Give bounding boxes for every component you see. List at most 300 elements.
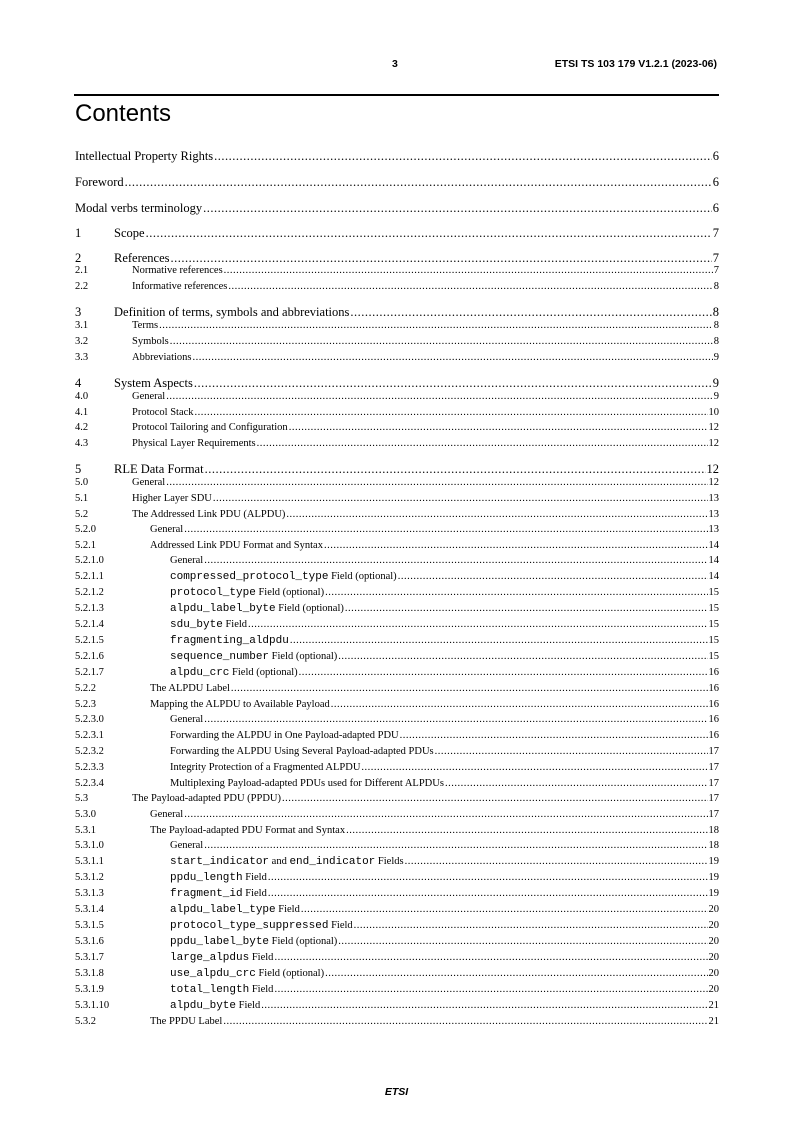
dot-leader xyxy=(325,587,707,598)
toc-entry-title xyxy=(132,793,281,804)
toc-entry-number: 5.3.2 xyxy=(75,1016,96,1027)
dot-leader xyxy=(354,920,708,931)
toc-entry-text: General xyxy=(132,477,166,488)
toc-entry-title xyxy=(170,746,434,757)
dot-leader xyxy=(195,407,708,418)
toc-entry-title xyxy=(170,904,300,916)
toc-entry-text: Field xyxy=(249,952,274,963)
toc-entry-number: 5.3.1.5 xyxy=(75,920,104,931)
dot-leader xyxy=(203,201,712,216)
toc-entry-text: Field (optional) xyxy=(255,587,325,598)
toc-entry-text: General xyxy=(170,714,204,725)
toc-entry-title xyxy=(170,635,289,647)
toc-entry-page: 15 xyxy=(708,587,719,598)
toc-entry-page: 13 xyxy=(708,509,719,520)
dot-leader xyxy=(274,984,707,995)
field-name: protocol_type xyxy=(170,587,256,599)
toc-entry-text: Informative references xyxy=(132,281,228,292)
toc-entry-number: 5.2.1.2 xyxy=(75,587,104,598)
toc-entry-number: 5.3.1.4 xyxy=(75,904,104,915)
toc-entry-page: 10 xyxy=(708,407,719,418)
dot-leader xyxy=(184,524,707,535)
toc-entry-text: Field xyxy=(328,920,353,931)
toc-entry-title xyxy=(150,809,183,820)
toc-entry-number: 1 xyxy=(75,226,82,240)
toc-entry[interactable] xyxy=(75,281,719,294)
toc-entry[interactable] xyxy=(75,320,719,333)
toc-entry[interactable] xyxy=(75,840,719,853)
toc-entry-number: 5.1 xyxy=(75,493,89,504)
toc-entry-page: 20 xyxy=(708,984,719,995)
toc-entry[interactable] xyxy=(75,619,719,632)
toc-entry-page: 20 xyxy=(708,904,719,915)
toc-entry-text: Field xyxy=(236,1000,261,1011)
toc-entry-number: 5.2.1.0 xyxy=(75,555,104,566)
toc-entry-page: 20 xyxy=(708,920,719,931)
toc-entry-page: 14 xyxy=(708,555,719,566)
dot-leader xyxy=(338,936,707,947)
toc-entry-text: Field (optional) xyxy=(269,936,338,947)
dot-leader xyxy=(159,320,713,331)
field-name: total_length xyxy=(170,984,250,996)
toc-entry-title xyxy=(132,352,192,363)
toc-entry-title xyxy=(75,175,124,190)
toc-entry-number: 5.3.1.9 xyxy=(75,984,104,995)
toc-entry-number: 5.3.1.3 xyxy=(75,888,104,899)
dot-leader xyxy=(231,683,708,694)
toc-entry-text: Intellectual Property Rights xyxy=(75,149,214,163)
field-name: alpdu_label_type xyxy=(170,904,276,916)
toc-entry-page: 6 xyxy=(712,149,719,163)
toc-entry-title xyxy=(132,265,223,276)
toc-entry[interactable] xyxy=(75,265,719,278)
toc-entry-number: 5.2.1.1 xyxy=(75,571,104,582)
toc-entry-number: 5.3 xyxy=(75,793,89,804)
toc-entry-text: Forwarding the ALPDU in One Payload-adapted PDU xyxy=(170,730,399,741)
toc-entry-number: 5.2.3.4 xyxy=(75,778,104,789)
toc-entry-title xyxy=(114,462,204,477)
dot-leader xyxy=(268,888,708,899)
toc-entry[interactable] xyxy=(75,376,719,391)
toc-entry-text: Scope xyxy=(114,226,145,240)
dot-leader xyxy=(274,952,707,963)
toc-entry[interactable] xyxy=(75,762,719,775)
toc-entry-text: General xyxy=(150,524,184,535)
toc-entry[interactable] xyxy=(75,305,719,320)
toc-entry-page: 9 xyxy=(713,391,719,402)
toc-entry-number: 5.3.1.0 xyxy=(75,840,104,851)
toc-entry-page: 19 xyxy=(708,872,719,883)
toc-entry-page: 13 xyxy=(708,524,719,535)
toc-entry-number: 4 xyxy=(75,376,82,390)
toc-entry[interactable] xyxy=(75,540,719,553)
dot-leader xyxy=(345,603,708,614)
toc-entry[interactable] xyxy=(75,651,719,664)
dot-leader xyxy=(204,555,707,566)
toc-entry-title xyxy=(132,336,169,347)
toc-entry-title xyxy=(132,438,256,449)
toc-entry-number: 5.2.1.3 xyxy=(75,603,104,614)
toc-entry-title xyxy=(132,281,227,292)
toc-entry-text: The Payload-adapted PDU Format and Syntax xyxy=(150,825,346,836)
toc-entry-text: Definition of terms, symbols and abbreviations xyxy=(114,305,350,319)
toc-entry[interactable] xyxy=(75,746,719,759)
toc-entry-page: 16 xyxy=(708,730,719,741)
toc-entry[interactable] xyxy=(75,904,719,917)
toc-entry-number: 5.3.1.6 xyxy=(75,936,104,947)
toc-entry-number: 5.3.1.1 xyxy=(75,856,104,867)
toc-entry-text: and xyxy=(269,856,290,867)
dot-leader xyxy=(193,352,713,363)
toc-entry-page: 21 xyxy=(708,1000,719,1011)
dot-leader xyxy=(331,699,708,710)
toc-entry-page: 15 xyxy=(708,635,719,646)
toc-entry[interactable] xyxy=(75,226,719,241)
toc-entry-number: 5.3.1.10 xyxy=(75,1000,110,1011)
dot-leader xyxy=(213,493,708,504)
toc-entry-number: 2.2 xyxy=(75,281,89,292)
toc-entry-title xyxy=(132,407,194,418)
dot-leader xyxy=(194,376,712,391)
toc-entry-page: 7 xyxy=(713,265,719,276)
dot-leader xyxy=(301,904,708,915)
toc-entry-page: 15 xyxy=(708,651,719,662)
toc-entry-title xyxy=(170,619,247,631)
toc-entry-text: General xyxy=(170,840,204,851)
toc-entry-page: 14 xyxy=(708,571,719,582)
dot-leader xyxy=(350,305,711,320)
toc-entry[interactable] xyxy=(75,571,719,584)
toc-entry[interactable] xyxy=(75,714,719,727)
field-name: end_indicator xyxy=(289,856,376,868)
toc-entry-title xyxy=(170,714,203,725)
field-name: large_alpdus xyxy=(170,952,250,964)
toc-entry-title xyxy=(132,493,212,504)
toc-entry-text: Addressed Link PDU Format and Syntax xyxy=(150,540,323,551)
toc-entry[interactable] xyxy=(75,825,719,838)
dot-leader xyxy=(248,619,707,630)
toc-entry[interactable] xyxy=(75,603,719,616)
dot-leader xyxy=(299,667,708,678)
toc-entry[interactable] xyxy=(75,936,719,949)
toc-entry-number: 5.2.1.6 xyxy=(75,651,104,662)
toc-entry[interactable] xyxy=(75,438,719,451)
toc-entry-number: 3.2 xyxy=(75,336,89,347)
toc-entry-number: 5.2.3.2 xyxy=(75,746,104,757)
toc-entry[interactable] xyxy=(75,793,719,806)
toc-entry[interactable] xyxy=(75,809,719,822)
toc-entry-number: 5.2.3 xyxy=(75,699,96,710)
toc-entry-title xyxy=(170,968,324,980)
field-name: use_alpdu_crc xyxy=(170,968,256,980)
toc-entry-text: Symbols xyxy=(132,336,169,347)
dot-leader xyxy=(398,571,708,582)
toc-entry-title xyxy=(170,888,267,900)
field-name: ppdu_label_byte xyxy=(170,936,270,948)
toc-entry[interactable] xyxy=(75,524,719,537)
toc-entry-text: References xyxy=(114,251,170,265)
toc-entry-page: 17 xyxy=(708,762,719,773)
toc-entry-page: 9 xyxy=(713,352,719,363)
toc-entry[interactable] xyxy=(75,730,719,743)
dot-leader xyxy=(184,809,707,820)
toc-entry-number: 5.3.0 xyxy=(75,809,96,820)
toc-entry-number: 5.2.1.4 xyxy=(75,619,104,630)
toc-entry-page: 19 xyxy=(708,888,719,899)
toc-entry-text: Fields xyxy=(375,856,404,867)
field-name: fragment_id xyxy=(170,888,243,900)
toc-entry[interactable] xyxy=(75,699,719,712)
toc-entry[interactable] xyxy=(75,336,719,349)
toc-entry-page: 8 xyxy=(713,336,719,347)
toc-entry-text: Foreword xyxy=(75,175,124,189)
toc-entry-text: Field xyxy=(242,872,267,883)
toc-entry-text: The Addressed Link PDU (ALPDU) xyxy=(132,509,286,520)
toc-entry-text: Terms xyxy=(132,320,159,331)
toc-entry-number: 2 xyxy=(75,251,82,265)
toc-entry[interactable] xyxy=(75,493,719,506)
dot-leader xyxy=(361,762,707,773)
toc-entry-text: Modal verbs terminology xyxy=(75,201,203,215)
toc-entry-text: Multiplexing Payload-adapted PDUs used for Different ALPDUs xyxy=(170,778,444,789)
dot-leader xyxy=(325,968,707,979)
toc-entry-title xyxy=(114,251,170,266)
toc-entry-page: 12 xyxy=(706,462,719,476)
field-name: start_indicator xyxy=(170,856,270,868)
toc-entry-title xyxy=(170,1000,260,1012)
toc-entry[interactable] xyxy=(75,422,719,435)
toc-entry-title xyxy=(150,825,345,836)
toc-entry-text: The ALPDU Label xyxy=(150,683,230,694)
toc-entry-title xyxy=(170,651,337,663)
toc-entry[interactable] xyxy=(75,1000,719,1013)
toc-entry[interactable] xyxy=(75,201,719,216)
toc-entry-title xyxy=(75,149,213,164)
toc-entry-page: 16 xyxy=(708,683,719,694)
toc-entry-page: 19 xyxy=(708,856,719,867)
dot-leader xyxy=(214,149,712,164)
dot-leader xyxy=(290,635,708,646)
toc-entry-text: Higher Layer SDU xyxy=(132,493,212,504)
toc-entry[interactable] xyxy=(75,888,719,901)
field-name: alpdu_label_byte xyxy=(170,603,276,615)
toc-entry-title xyxy=(170,762,360,773)
dot-leader xyxy=(261,1000,707,1011)
toc-entry-number: 5.2.3.3 xyxy=(75,762,104,773)
toc-entry[interactable] xyxy=(75,352,719,365)
toc-entry[interactable] xyxy=(75,407,719,420)
toc-entry-number: 5.2.0 xyxy=(75,524,96,535)
toc-entry[interactable] xyxy=(75,251,719,266)
toc-entry[interactable] xyxy=(75,920,719,933)
toc-entry-number: 5.3.1 xyxy=(75,825,96,836)
toc-entry-title xyxy=(170,840,203,851)
toc-entry-text: Field (optional) xyxy=(229,667,298,678)
dot-leader xyxy=(228,281,712,292)
toc-entry-page: 20 xyxy=(708,952,719,963)
field-name: protocol_type_suppressed xyxy=(170,920,329,932)
toc-entry-title xyxy=(170,872,267,884)
dot-leader xyxy=(205,462,706,477)
toc-entry-page: 17 xyxy=(708,793,719,804)
toc-entry-title xyxy=(170,936,337,948)
field-name: sdu_byte xyxy=(170,619,223,631)
dot-leader xyxy=(166,391,713,402)
toc-entry[interactable] xyxy=(75,968,719,981)
dot-leader xyxy=(204,714,707,725)
toc-entry[interactable] xyxy=(75,509,719,522)
toc-entry-text: Field xyxy=(249,984,274,995)
toc-entry-title xyxy=(170,571,397,583)
dot-leader xyxy=(223,1016,707,1027)
toc-entry-text: The PPDU Label xyxy=(150,1016,223,1027)
toc-entry[interactable] xyxy=(75,683,719,696)
toc-entry[interactable] xyxy=(75,477,719,490)
toc-entry-page: 15 xyxy=(708,619,719,630)
toc-entry[interactable] xyxy=(75,778,719,791)
toc-entry-title xyxy=(114,376,193,391)
toc-entry-text: Field xyxy=(222,619,248,630)
dot-leader xyxy=(268,872,708,883)
page-number: 3 xyxy=(392,58,398,70)
toc-entry-number: 5.2.1 xyxy=(75,540,96,551)
dot-leader xyxy=(224,265,713,276)
toc-entry-title xyxy=(132,509,285,520)
toc-entry[interactable] xyxy=(75,635,719,648)
toc-entry[interactable] xyxy=(75,1016,719,1029)
toc-entry-text: General xyxy=(132,391,166,402)
toc-entry-number: 5.0 xyxy=(75,477,89,488)
toc-entry-title xyxy=(170,667,298,679)
toc-entry[interactable] xyxy=(75,952,719,965)
toc-entry[interactable] xyxy=(75,587,719,600)
field-name: ppdu_length xyxy=(170,872,243,884)
toc-entry-title xyxy=(170,984,273,996)
dot-leader xyxy=(405,856,708,867)
toc-entry-text: General xyxy=(150,809,184,820)
toc-entry-page: 8 xyxy=(713,320,719,331)
field-name: alpdu_byte xyxy=(170,1000,237,1012)
toc-entry-title xyxy=(150,524,183,535)
footer-label: ETSI xyxy=(384,1086,409,1098)
toc-entry[interactable] xyxy=(75,149,719,164)
toc-entry-title xyxy=(170,587,324,599)
field-name: fragmenting_aldpdu xyxy=(170,635,289,647)
toc-entry-title xyxy=(114,305,349,320)
dot-leader xyxy=(289,422,708,433)
dot-leader xyxy=(338,651,707,662)
toc-entry-text: Forwarding the ALPDU Using Several Payload-adapted PDUs xyxy=(170,746,434,757)
dot-leader xyxy=(346,825,707,836)
toc-entry-number: 5.2 xyxy=(75,509,89,520)
toc-entry[interactable] xyxy=(75,555,719,568)
toc-entry-title xyxy=(170,778,444,789)
toc-entry-page: 6 xyxy=(712,201,719,215)
toc-entry-number: 3.3 xyxy=(75,352,89,363)
toc-entry-number: 2.1 xyxy=(75,265,89,276)
toc-entry-page: 7 xyxy=(712,251,719,265)
toc-entry-title xyxy=(150,683,230,694)
dot-leader xyxy=(282,793,707,804)
toc-entry-text: Field (optional) xyxy=(275,603,344,614)
toc-entry[interactable] xyxy=(75,984,719,997)
toc-entry-text: Field xyxy=(242,888,267,899)
toc-entry-number: 5.3.1.8 xyxy=(75,968,104,979)
toc-entry-text: Field (optional) xyxy=(328,571,397,582)
field-name: alpdu_crc xyxy=(170,667,230,679)
dot-leader xyxy=(445,778,708,789)
toc-entry-page: 12 xyxy=(708,477,719,488)
toc-entry-number: 4.2 xyxy=(75,422,89,433)
toc-entry-title xyxy=(132,477,165,488)
field-name: compressed_protocol_type xyxy=(170,571,329,583)
toc-entry-number: 5.2.3.0 xyxy=(75,714,104,725)
toc-entry-page: 17 xyxy=(708,809,719,820)
toc-entry-page: 6 xyxy=(712,175,719,189)
page-title: Contents xyxy=(75,100,172,127)
toc-entry-page: 12 xyxy=(708,438,719,449)
toc-entry-page: 21 xyxy=(708,1016,719,1027)
toc-entry-page: 16 xyxy=(708,714,719,725)
toc-entry-text: Protocol Stack xyxy=(132,407,194,418)
toc-entry-text: RLE Data Format xyxy=(114,462,204,476)
toc-entry-page: 7 xyxy=(712,226,719,240)
toc-entry-page: 16 xyxy=(708,667,719,678)
dot-leader xyxy=(435,746,708,757)
toc-entry-number: 5.2.2 xyxy=(75,683,96,694)
toc-entry-title xyxy=(132,320,158,331)
toc-entry-number: 5.2.3.1 xyxy=(75,730,104,741)
toc-entry[interactable] xyxy=(75,175,719,190)
toc-entry-page: 13 xyxy=(708,493,719,504)
dot-leader xyxy=(204,840,707,851)
toc-entry[interactable] xyxy=(75,462,719,477)
toc-entry-number: 5.3.1.2 xyxy=(75,872,104,883)
toc-entry-text: Protocol Tailoring and Configuration xyxy=(132,422,288,433)
toc-entry-title xyxy=(132,391,165,402)
toc-entry-text: General xyxy=(170,555,204,566)
toc-entry-text: Integrity Protection of a Fragmented ALPDU xyxy=(170,762,361,773)
toc-entry-page: 20 xyxy=(708,968,719,979)
toc-entry[interactable] xyxy=(75,856,719,869)
toc-entry-title xyxy=(170,603,344,615)
toc-entry-title xyxy=(75,201,202,216)
toc-entry[interactable] xyxy=(75,391,719,404)
toc-entry-text: Mapping the ALPDU to Available Payload xyxy=(150,699,330,710)
toc-entry-number: 3 xyxy=(75,305,82,319)
toc-entry[interactable] xyxy=(75,667,719,680)
toc-entry-number: 5 xyxy=(75,462,82,476)
toc-entry-number: 5.3.1.7 xyxy=(75,952,104,963)
toc-entry-text: Field xyxy=(275,904,300,915)
dot-leader xyxy=(286,509,707,520)
toc-entry-number: 4.3 xyxy=(75,438,89,449)
dot-leader xyxy=(170,336,713,347)
toc-entry-title xyxy=(170,555,203,566)
toc-entry[interactable] xyxy=(75,872,719,885)
toc-entry-title xyxy=(170,920,353,932)
toc-entry-title xyxy=(132,422,288,433)
dot-leader xyxy=(324,540,708,551)
toc-entry-number: 4.0 xyxy=(75,391,89,402)
toc-entry-page: 8 xyxy=(712,305,719,319)
toc-entry-page: 14 xyxy=(708,540,719,551)
toc-entry-text: Abbreviations xyxy=(132,352,192,363)
dot-leader xyxy=(146,226,712,241)
toc-entry-page: 15 xyxy=(708,603,719,614)
toc-entry-title xyxy=(170,856,404,868)
toc-entry-title xyxy=(170,952,273,964)
